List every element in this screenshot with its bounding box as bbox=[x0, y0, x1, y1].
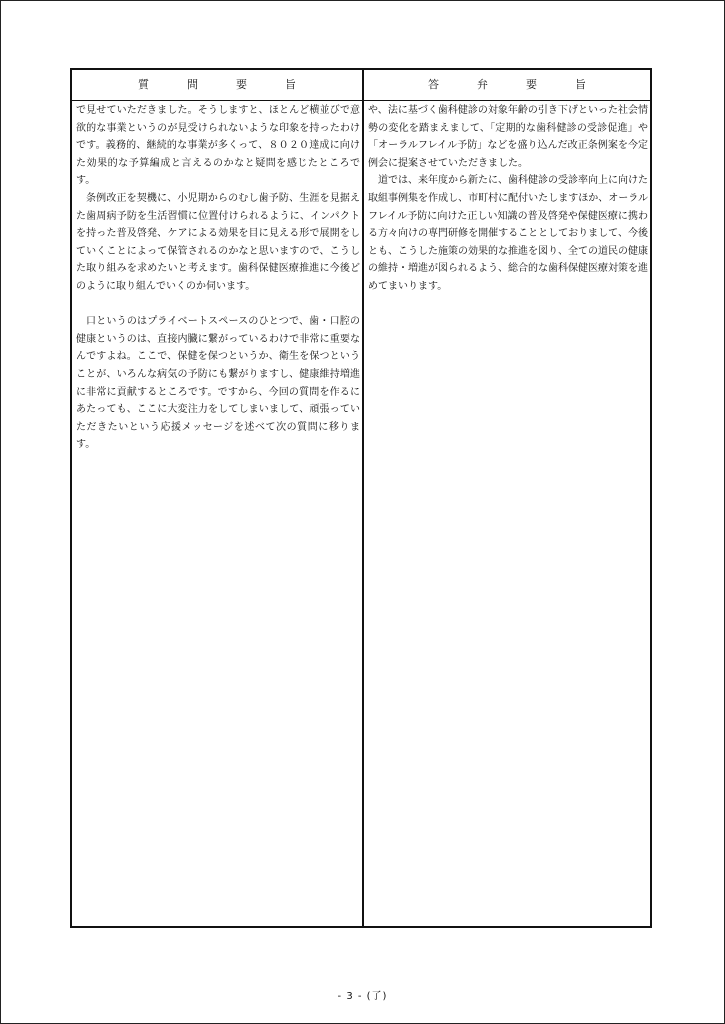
header-char: 要 bbox=[236, 78, 247, 91]
question-summary-body bbox=[76, 102, 360, 454]
header-char: 質 bbox=[138, 78, 149, 91]
header-char: 弁 bbox=[477, 78, 488, 91]
paragraph-spacer bbox=[76, 296, 360, 314]
header-char: 答 bbox=[428, 78, 439, 91]
answer-paragraph: 道では、来年度から新たに、歯科健診の受診率向上に向けた取組事例集を作成し、市町村に配付いたしますほか、オーラルフレイル予防に向けた正しい知識の普及啓発や保健医療に携わる方々向けの専門研修を開催することとしておりまして、今後とも、こうした施策の効果的な推進を図り、全ての道民の健康の維持・増進が図られるよう、総合的な歯科保健医療対策を進めてまいります。 bbox=[368, 175, 648, 292]
question-summary-header bbox=[72, 70, 362, 100]
table-header-row bbox=[72, 70, 650, 101]
question-paragraph: 口というのはプライベートスペースのひとつで、歯・口腔の健康というのは、直接内臓に繋がっているわけで非常に重要なんですよね。ここで、保健を保つというか、衛生を保つということが、いろんな病気の予防にも繋がりますし、健康維持増進に非常に貢献するところです。ですから、今回の質問を作るにあたっても、ここに大変注力をしてしまいまして、頑張っていただきたいという応援メッセージを述べて次の質問に移ります。 bbox=[76, 316, 360, 451]
answer-paragraph: や、法に基づく歯科健診の対象年齢の引き下げといった社会情勢の変化を踏まえまして、「定期的な歯科健診の受診促進」や「オーラルフレイル予防」などを盛り込んだ改正条例案を今定例会に提案させていただきました。 bbox=[368, 105, 648, 169]
header-char: 旨 bbox=[285, 78, 296, 91]
column-divider bbox=[362, 70, 364, 926]
header-char: 問 bbox=[187, 78, 198, 91]
answer-summary-body bbox=[368, 102, 648, 296]
qa-record-table bbox=[70, 68, 652, 928]
question-paragraph: 条例改正を契機に、小児期からのむし歯予防、生涯を見据えた歯周病予防を生活習慣に位置付けられるように、インパクトを持った普及啓発、ケアによる効果を目に見える形で展開をしていくことによって保管されるのかなと思いますので、こうした取り組みを求めたいと考えます。歯科保健医療推進に今後どのように取り組んでいくのか伺います。 bbox=[76, 192, 360, 292]
header-char: 要 bbox=[526, 78, 537, 91]
page-number: - 3 - (了) bbox=[337, 991, 388, 1002]
question-paragraph: で見せていただきました。そうしますと、ほとんど横並びで意欲的な事業というのが見受けられないような印象を持ったわけです。義務的、継続的な事業が多くって、８０２０達成に向けた効果的な予算編成と言えるのかなと疑問を感じたところです。 bbox=[76, 105, 360, 187]
answer-summary-header bbox=[364, 70, 650, 100]
header-char: 旨 bbox=[575, 78, 586, 91]
